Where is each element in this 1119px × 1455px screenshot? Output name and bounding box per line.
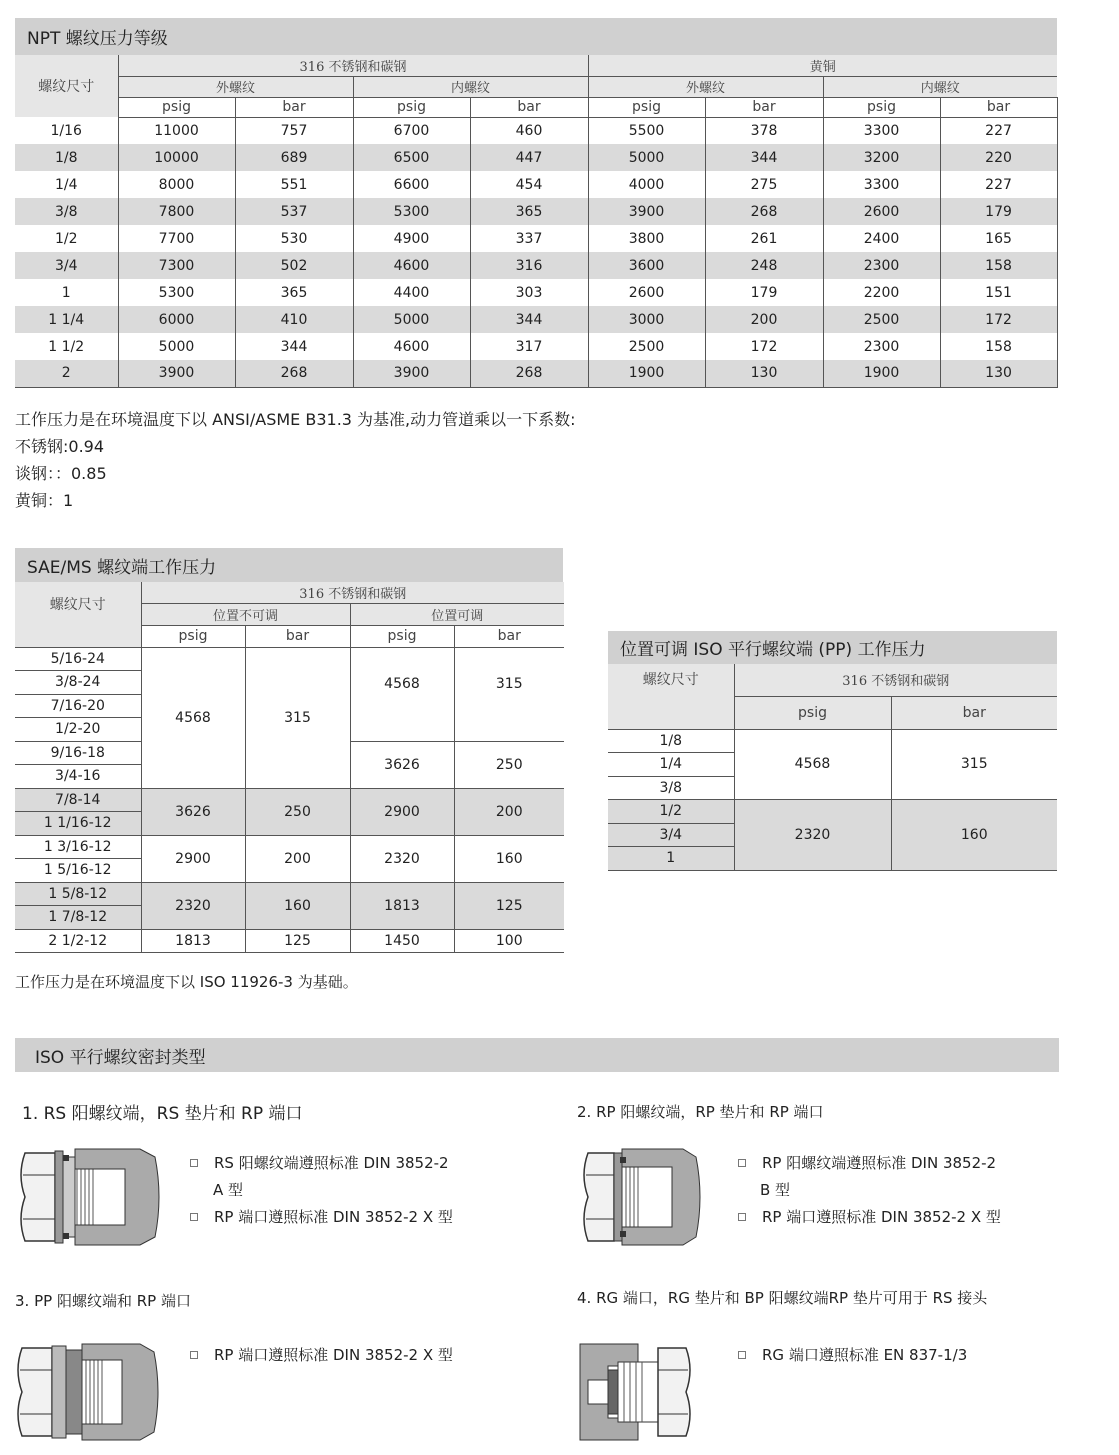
sae-header-ss-group: 316 不锈钢和碳钢 — [141, 582, 564, 603]
npt-table-row — [15, 279, 1057, 306]
sae-value-cell: 125 — [454, 882, 564, 929]
sae-value-cell: 1450 — [350, 929, 454, 952]
sae-value-cell: 1813 — [141, 929, 245, 952]
sae-value-cell: 160 — [245, 882, 350, 929]
npt-header-ss-male: 外螺纹 — [118, 76, 353, 97]
sae-size-cell: 1 3/16-12 — [15, 835, 141, 859]
npt-value-cell: 172 — [940, 306, 1057, 333]
pp-value-cell: 2320 — [734, 800, 891, 871]
npt-value-cell: 5000 — [118, 333, 235, 360]
npt-value-cell: 4400 — [353, 279, 470, 306]
npt-value-cell: 502 — [235, 252, 353, 279]
npt-value-cell: 344 — [470, 306, 588, 333]
npt-value-cell: 2500 — [823, 306, 940, 333]
iso-item-title: 2. RP 阳螺纹端，RP 垫片和 RP 端口 — [577, 1103, 824, 1121]
npt-value-cell: 261 — [705, 225, 823, 252]
sae-value-cell: 2900 — [350, 788, 454, 835]
npt-value-cell: 158 — [940, 333, 1057, 360]
sae-section-title: SAE/MS 螺纹端工作压力 — [15, 548, 563, 582]
npt-size-cell: 3/8 — [15, 198, 118, 225]
pp-section-title: 位置可调 ISO 平行螺纹端 (PP) 工作压力 — [608, 631, 1057, 664]
npt-value-cell: 344 — [235, 333, 353, 360]
sae-size-cell: 9/16-18 — [15, 741, 141, 765]
sae-size-cell: 1 1/16-12 — [15, 812, 141, 836]
npt-header-brass-group: 黄铜 — [588, 55, 1057, 76]
iso-bullet-text: RG 端口遵照标准 EN 837-1/3 — [762, 1346, 968, 1364]
npt-unit-psig: psig — [823, 97, 940, 117]
sae-header-fixed: 位置不可调 — [141, 603, 350, 625]
sae-size-cell: 7/8-14 — [15, 788, 141, 812]
npt-value-cell: 537 — [235, 198, 353, 225]
pp-size-cell: 3/4 — [608, 823, 734, 847]
sae-value-cell: 100 — [454, 929, 564, 952]
sae-value-cell: 1813 — [350, 882, 454, 929]
npt-value-cell: 248 — [705, 252, 823, 279]
pp-header-ss-group: 316 不锈钢和碳钢 — [734, 664, 1057, 696]
npt-value-cell: 2200 — [823, 279, 940, 306]
sae-size-cell: 2 1/2-12 — [15, 929, 141, 952]
npt-size-cell: 1/16 — [15, 117, 118, 144]
rp-male-fitting-diagram-icon — [578, 1147, 708, 1247]
iso-item-title: 1. RS 阳螺纹端，RS 垫片和 RP 端口 — [22, 1104, 303, 1124]
npt-size-cell: 1/2 — [15, 225, 118, 252]
npt-value-cell: 275 — [705, 171, 823, 198]
sae-unit-psig: psig — [350, 625, 454, 647]
npt-size-cell: 1 — [15, 279, 118, 306]
npt-header-brass-female: 内螺纹 — [823, 76, 1057, 97]
npt-value-cell: 7700 — [118, 225, 235, 252]
iso-bullet-cont: A 型 — [213, 1181, 244, 1199]
npt-header-brass-male: 外螺纹 — [588, 76, 823, 97]
sae-value-cell: 160 — [454, 835, 564, 882]
npt-value-cell: 530 — [235, 225, 353, 252]
sae-value-cell: 3626 — [350, 741, 454, 788]
pp-unit-bar: bar — [891, 696, 1057, 729]
sae-value-cell: 250 — [245, 788, 350, 835]
iso-bullet-cont: B 型 — [760, 1181, 791, 1199]
bullet-square-icon — [190, 1159, 198, 1167]
iso-bullet-text: RS 阳螺纹端遵照标准 DIN 3852-2 — [214, 1154, 449, 1172]
npt-value-cell: 2600 — [823, 198, 940, 225]
npt-value-cell: 1900 — [588, 360, 705, 387]
npt-value-cell: 3000 — [588, 306, 705, 333]
sae-value-cell: 2320 — [141, 882, 245, 929]
npt-value-cell: 220 — [940, 144, 1057, 171]
sae-unit-bar: bar — [454, 625, 564, 647]
npt-value-cell: 6600 — [353, 171, 470, 198]
npt-table-row — [15, 333, 1057, 360]
sae-size-cell: 1 5/8-12 — [15, 882, 141, 906]
sae-size-cell: 3/8-24 — [15, 671, 141, 695]
npt-value-cell: 200 — [705, 306, 823, 333]
npt-value-cell: 5300 — [118, 279, 235, 306]
npt-value-cell: 165 — [940, 225, 1057, 252]
npt-value-cell: 4600 — [353, 252, 470, 279]
npt-value-cell: 365 — [470, 198, 588, 225]
npt-value-cell: 7300 — [118, 252, 235, 279]
iso-bullet-text: RP 端口遵照标准 DIN 3852-2 X 型 — [762, 1208, 1001, 1226]
npt-value-cell: 551 — [235, 171, 353, 198]
npt-value-cell: 2400 — [823, 225, 940, 252]
pp-value-cell: 315 — [891, 729, 1057, 800]
npt-value-cell: 7800 — [118, 198, 235, 225]
sae-value-cell: 4568 — [350, 647, 454, 741]
iso-bullet-text: RP 阳螺纹端遵照标准 DIN 3852-2 — [762, 1154, 997, 1172]
npt-pressure-table — [15, 55, 1058, 388]
pp-size-cell: 3/8 — [608, 776, 734, 800]
sae-value-cell: 3626 — [141, 788, 245, 835]
npt-value-cell: 158 — [940, 252, 1057, 279]
npt-value-cell: 5300 — [353, 198, 470, 225]
npt-value-cell: 2300 — [823, 252, 940, 279]
npt-value-cell: 179 — [940, 198, 1057, 225]
npt-value-cell: 179 — [705, 279, 823, 306]
npt-value-cell: 447 — [470, 144, 588, 171]
sae-size-cell: 1 5/16-12 — [15, 859, 141, 883]
npt-value-cell: 3300 — [823, 171, 940, 198]
npt-value-cell: 1900 — [823, 360, 940, 387]
pp-pressure-table — [608, 664, 1057, 871]
npt-size-cell: 1 1/2 — [15, 333, 118, 360]
npt-unit-bar: bar — [940, 97, 1057, 117]
npt-value-cell: 2500 — [588, 333, 705, 360]
bullet-square-icon — [738, 1351, 746, 1359]
npt-table-row — [15, 144, 1057, 171]
npt-unit-bar: bar — [470, 97, 588, 117]
npt-table-row — [15, 117, 1057, 144]
iso-bullet-text: RP 端口遵照标准 DIN 3852-2 X 型 — [214, 1346, 453, 1364]
npt-value-cell: 11000 — [118, 117, 235, 144]
npt-value-cell: 6700 — [353, 117, 470, 144]
npt-section-title: NPT 螺纹压力等级 — [15, 18, 1057, 55]
iso-bullet — [190, 1342, 453, 1369]
npt-table-row — [15, 360, 1057, 387]
npt-value-cell: 378 — [705, 117, 823, 144]
sae-value-cell: 315 — [454, 647, 564, 741]
npt-value-cell: 227 — [940, 117, 1057, 144]
npt-unit-bar: bar — [705, 97, 823, 117]
iso-bullet-text: RP 端口遵照标准 DIN 3852-2 X 型 — [214, 1208, 453, 1226]
npt-value-cell: 4000 — [588, 171, 705, 198]
npt-value-cell: 4900 — [353, 225, 470, 252]
bullet-square-icon — [738, 1213, 746, 1221]
npt-size-cell: 1/8 — [15, 144, 118, 171]
sae-value-cell: 200 — [454, 788, 564, 835]
npt-value-cell: 268 — [235, 360, 353, 387]
npt-value-cell: 5500 — [588, 117, 705, 144]
npt-value-cell: 316 — [470, 252, 588, 279]
npt-unit-psig: psig — [118, 97, 235, 117]
npt-table-row — [15, 171, 1057, 198]
npt-value-cell: 460 — [470, 117, 588, 144]
sae-pressure-table — [15, 582, 564, 953]
npt-unit-psig: psig — [588, 97, 705, 117]
npt-table-row — [15, 252, 1057, 279]
sae-size-cell: 5/16-24 — [15, 647, 141, 671]
npt-value-cell: 337 — [470, 225, 588, 252]
npt-size-cell: 1/4 — [15, 171, 118, 198]
npt-note-line: 黄铜：1 — [15, 491, 74, 510]
npt-value-cell: 757 — [235, 117, 353, 144]
pp-value-cell: 160 — [891, 800, 1057, 871]
npt-note-line: 工作压力是在环境温度下以 ANSI/ASME B31.3 为基准,动力管道乘以一下系数: — [15, 410, 576, 429]
npt-value-cell: 3900 — [118, 360, 235, 387]
sae-value-cell: 250 — [454, 741, 564, 788]
sae-header-size: 螺纹尺寸 — [15, 582, 141, 625]
npt-value-cell: 5000 — [588, 144, 705, 171]
iso-item-title: 3. PP 阳螺纹端和 RP 端口 — [15, 1292, 191, 1310]
iso-bullet — [190, 1150, 449, 1177]
rg-port-fitting-diagram-icon — [578, 1342, 718, 1442]
npt-value-cell: 10000 — [118, 144, 235, 171]
npt-value-cell: 6000 — [118, 306, 235, 333]
bullet-square-icon — [738, 1159, 746, 1167]
npt-value-cell: 3300 — [823, 117, 940, 144]
npt-size-cell: 2 — [15, 360, 118, 387]
npt-value-cell: 3200 — [823, 144, 940, 171]
npt-value-cell: 268 — [470, 360, 588, 387]
npt-value-cell: 344 — [705, 144, 823, 171]
sae-unit-psig: psig — [141, 625, 245, 647]
npt-unit-bar: bar — [235, 97, 353, 117]
npt-note-line: 不锈钢:0.94 — [15, 437, 105, 456]
npt-value-cell: 303 — [470, 279, 588, 306]
npt-table-row — [15, 225, 1057, 252]
sae-value-cell: 125 — [245, 929, 350, 952]
sae-value-cell: 4568 — [141, 647, 245, 788]
npt-value-cell: 3900 — [353, 360, 470, 387]
npt-value-cell: 3600 — [588, 252, 705, 279]
sae-header-adjustable: 位置可调 — [350, 603, 564, 625]
pp-size-cell: 1/8 — [608, 729, 734, 753]
sae-size-cell: 1 7/8-12 — [15, 906, 141, 930]
iso-bullet — [738, 1204, 1001, 1231]
iso-section-title: ISO 平行螺纹密封类型 — [15, 1038, 1059, 1072]
pp-size-cell: 1/2 — [608, 800, 734, 824]
sae-value-cell: 315 — [245, 647, 350, 788]
npt-value-cell: 3800 — [588, 225, 705, 252]
npt-header-ss-group: 316 不锈钢和碳钢 — [118, 55, 588, 76]
bullet-square-icon — [190, 1351, 198, 1359]
npt-value-cell: 172 — [705, 333, 823, 360]
npt-value-cell: 8000 — [118, 171, 235, 198]
npt-value-cell: 317 — [470, 333, 588, 360]
npt-unit-psig: psig — [353, 97, 470, 117]
npt-value-cell: 2600 — [588, 279, 705, 306]
npt-table-row — [15, 198, 1057, 225]
npt-value-cell: 5000 — [353, 306, 470, 333]
npt-value-cell: 268 — [705, 198, 823, 225]
pp-size-cell: 1/4 — [608, 753, 734, 777]
pp-unit-psig: psig — [734, 696, 891, 729]
npt-value-cell: 410 — [235, 306, 353, 333]
npt-value-cell: 3900 — [588, 198, 705, 225]
sae-note: 工作压力是在环境温度下以 ISO 11926-3 为基础。 — [15, 973, 358, 991]
sae-size-cell: 1/2-20 — [15, 718, 141, 742]
npt-size-cell: 3/4 — [15, 252, 118, 279]
sae-size-cell: 3/4-16 — [15, 765, 141, 789]
pp-header-size: 螺纹尺寸 — [608, 664, 734, 729]
npt-note-line: 谈钢：：0.85 — [15, 464, 107, 483]
pp-value-cell: 4568 — [734, 729, 891, 800]
pp-size-cell: 1 — [608, 847, 734, 871]
npt-value-cell: 227 — [940, 171, 1057, 198]
sae-header-blank — [15, 625, 141, 647]
sae-unit-bar: bar — [245, 625, 350, 647]
npt-value-cell: 689 — [235, 144, 353, 171]
iso-bullet — [738, 1342, 967, 1369]
sae-size-cell: 7/16-20 — [15, 694, 141, 718]
sae-value-cell: 2900 — [141, 835, 245, 882]
npt-size-cell: 1 1/4 — [15, 306, 118, 333]
npt-header-ss-female: 内螺纹 — [353, 76, 588, 97]
sae-value-cell: 200 — [245, 835, 350, 882]
npt-value-cell: 2300 — [823, 333, 940, 360]
pp-male-fitting-diagram-icon — [12, 1342, 162, 1442]
rs-male-fitting-diagram-icon — [15, 1147, 165, 1247]
npt-header-size: 螺纹尺寸 — [15, 55, 118, 117]
npt-value-cell: 130 — [705, 360, 823, 387]
npt-value-cell: 6500 — [353, 144, 470, 171]
iso-bullet — [190, 1204, 453, 1231]
npt-value-cell: 454 — [470, 171, 588, 198]
iso-bullet — [738, 1150, 996, 1177]
npt-value-cell: 151 — [940, 279, 1057, 306]
sae-value-cell: 2320 — [350, 835, 454, 882]
npt-value-cell: 365 — [235, 279, 353, 306]
npt-value-cell: 130 — [940, 360, 1057, 387]
bullet-square-icon — [190, 1213, 198, 1221]
npt-value-cell: 4600 — [353, 333, 470, 360]
npt-table-row — [15, 306, 1057, 333]
iso-item-title: 4. RG 端口，RG 垫片和 BP 阳螺纹端RP 垫片可用于 RS 接头 — [577, 1289, 988, 1307]
